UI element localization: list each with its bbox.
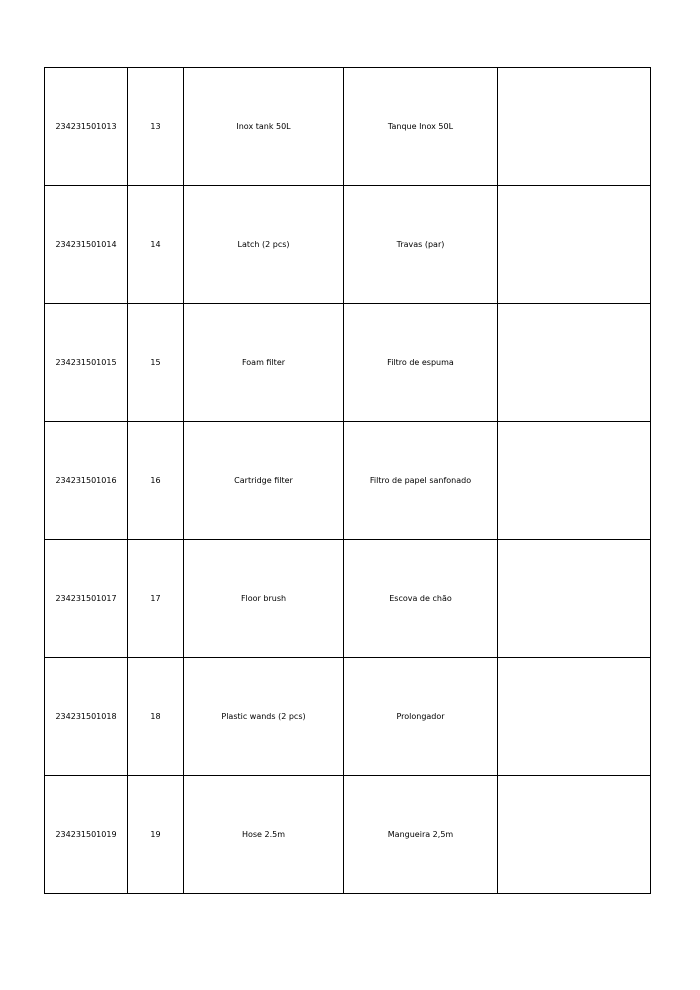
part-code-cell: 234231501019 xyxy=(45,776,128,894)
part-name-portuguese-cell: Travas (par) xyxy=(344,186,498,304)
empty-cell xyxy=(498,658,651,776)
part-code-cell: 234231501016 xyxy=(45,422,128,540)
part-name-english-cell: Floor brush xyxy=(184,540,344,658)
part-name-portuguese-cell: Escova de chão xyxy=(344,540,498,658)
part-name-portuguese-cell: Prolongador xyxy=(344,658,498,776)
parts-table xyxy=(44,67,651,894)
table-row xyxy=(45,186,651,304)
part-name-portuguese-cell: Filtro de papel sanfonado xyxy=(344,422,498,540)
part-name-english-cell: Latch (2 pcs) xyxy=(184,186,344,304)
empty-cell xyxy=(498,304,651,422)
part-name-english-cell: Foam filter xyxy=(184,304,344,422)
table-row xyxy=(45,304,651,422)
empty-cell xyxy=(498,186,651,304)
item-number-cell: 16 xyxy=(128,422,184,540)
part-name-portuguese-cell: Tanque Inox 50L xyxy=(344,68,498,186)
empty-cell xyxy=(498,540,651,658)
empty-cell xyxy=(498,776,651,894)
part-name-portuguese-cell: Mangueira 2,5m xyxy=(344,776,498,894)
part-name-english-cell: Cartridge filter xyxy=(184,422,344,540)
item-number-cell: 15 xyxy=(128,304,184,422)
part-name-portuguese-cell: Filtro de espuma xyxy=(344,304,498,422)
part-code-cell: 234231501018 xyxy=(45,658,128,776)
table-row xyxy=(45,422,651,540)
part-name-english-cell: Plastic wands (2 pcs) xyxy=(184,658,344,776)
part-code-cell: 234231501017 xyxy=(45,540,128,658)
item-number-cell: 14 xyxy=(128,186,184,304)
item-number-cell: 17 xyxy=(128,540,184,658)
table-row xyxy=(45,68,651,186)
table-row xyxy=(45,658,651,776)
part-name-english-cell: Inox tank 50L xyxy=(184,68,344,186)
empty-cell xyxy=(498,422,651,540)
item-number-cell: 19 xyxy=(128,776,184,894)
part-code-cell: 234231501015 xyxy=(45,304,128,422)
table-row xyxy=(45,776,651,894)
part-code-cell: 234231501014 xyxy=(45,186,128,304)
table-row xyxy=(45,540,651,658)
empty-cell xyxy=(498,68,651,186)
part-code-cell: 234231501013 xyxy=(45,68,128,186)
item-number-cell: 13 xyxy=(128,68,184,186)
item-number-cell: 18 xyxy=(128,658,184,776)
part-name-english-cell: Hose 2.5m xyxy=(184,776,344,894)
